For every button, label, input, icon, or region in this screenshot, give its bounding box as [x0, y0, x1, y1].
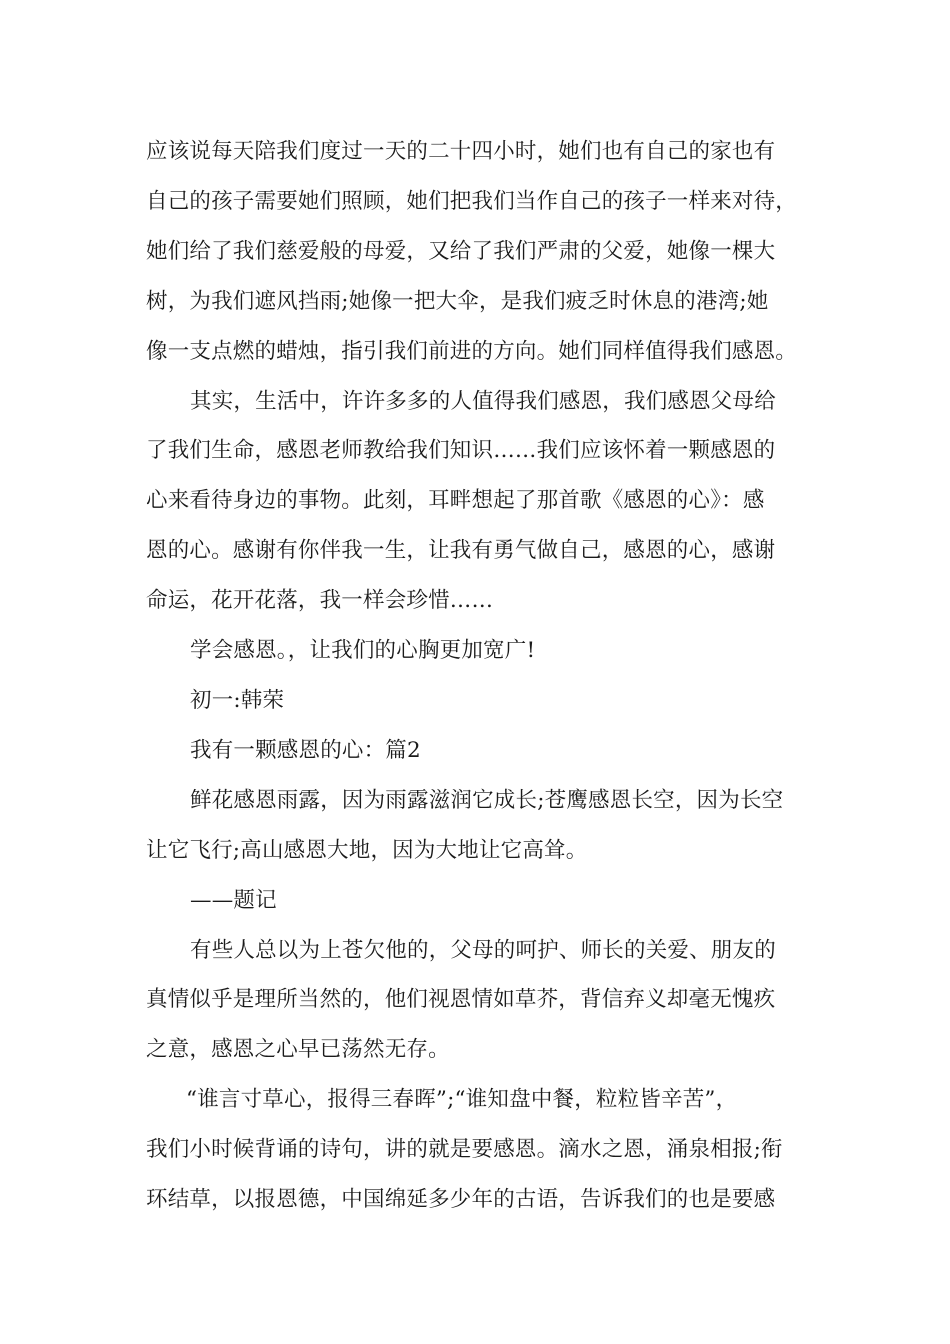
paragraph-start: 有些人总以为上苍欠他的，父母的呵护、师长的关爱、朋友的 [190, 938, 776, 963]
text-line: 我们小时候背诵的诗句，讲的就是要感恩。滴水之恩，涌泉相报;衔 [146, 1137, 783, 1162]
section-heading: 我有一颗感恩的心：篇2 [190, 738, 421, 763]
paragraph-start: 学会感恩。，让我们的心胸更加宽广! [190, 638, 536, 663]
text-line: 环结草，以报恩德，中国绵延多少年的古语，告诉我们的也是要感 [146, 1187, 776, 1212]
text-line: 像一支点燃的蜡烛，指引我们前进的方向。她们同样值得我们感恩。 [146, 339, 798, 364]
text-line: 了我们生命，感恩老师教给我们知识……我们应该怀着一颗感恩的 [146, 438, 776, 463]
text-line: 心来看待身边的事物。此刻，耳畔想起了那首歌《感恩的心》：感 [146, 488, 765, 513]
text-line: 命运，花开花落，我一样会珍惜…… [146, 588, 494, 613]
paragraph-start: 其实，生活中，许许多多的人值得我们感恩，我们感恩父母给 [190, 389, 776, 414]
author-line: 初一:韩荣 [190, 688, 285, 713]
text-line: 恩的心。感谢有你伴我一生，让我有勇气做自己，感恩的心，感谢 [146, 538, 776, 563]
text-line: 应该说每天陪我们度过一天的二十四小时，她们也有自己的家也有 [146, 139, 776, 164]
text-line: 之意，感恩之心早已荡然无存。 [146, 1037, 450, 1062]
text-line: 树，为我们遮风挡雨;她像一把大伞，是我们疲乏时休息的港湾;她 [146, 289, 769, 314]
text-line: 她们给了我们慈爱般的母爱，又给了我们严肃的父爱，她像一棵大 [146, 239, 776, 264]
epigraph-attribution: ——题记 [190, 888, 277, 913]
paragraph-start: “谁言寸草心，报得三春晖”;“谁知盘中餐，粒粒皆辛苦”， [186, 1087, 738, 1112]
text-line: 让它飞行;高山感恩大地，因为大地让它高耸。 [146, 838, 588, 863]
text-line: 真情似乎是理所当然的，他们视恩情如草芥，背信弃义却毫无愧疚 [146, 987, 776, 1012]
text-line: 自己的孩子需要她们照顾，她们把我们当作自己的孩子一样来对待， [146, 189, 798, 214]
paragraph-start: 鲜花感恩雨露，因为雨露滋润它成长;苍鹰感恩长空，因为长空 [190, 788, 784, 813]
